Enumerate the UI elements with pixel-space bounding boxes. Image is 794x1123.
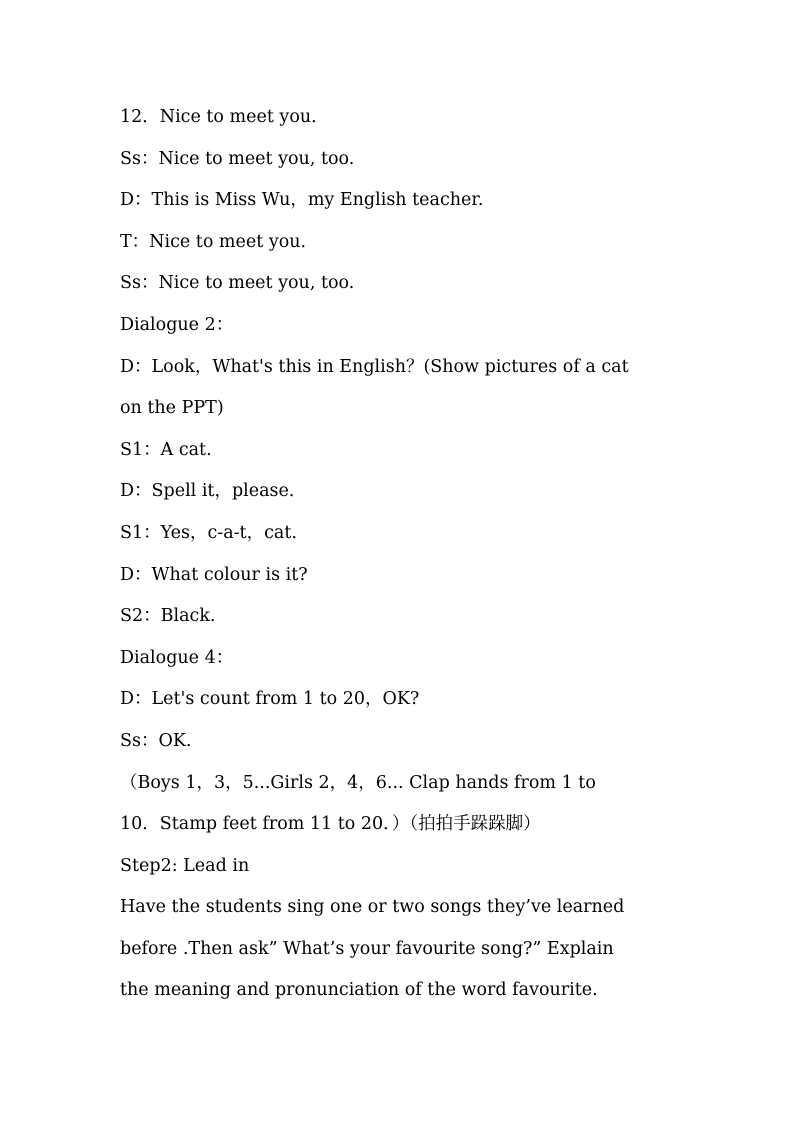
text-line: （Boys 1，3，5...Girls 2，4，6... Clap hands from 1 to (120, 772, 596, 793)
dialogue-heading: Dialogue 4： (120, 647, 234, 668)
text-line: T：Nice to meet you． (120, 231, 319, 252)
text-line: D：Spell it，please． (120, 481, 307, 502)
text-line: D：What colour is it? (120, 564, 308, 585)
text-line: D：Look，What's this in English？(Show pictures of a cat (120, 356, 629, 377)
document-body (120, 97, 680, 1012)
text-line: Ss：OK. (120, 730, 192, 751)
text-line: Have the students sing one or two songs they’ve learned (120, 897, 625, 918)
text-line: on the PPT) (120, 398, 224, 419)
text-line: the meaning and pronunciation of the word favourite. (120, 980, 598, 1001)
text-line: S2：Black. (120, 606, 216, 627)
text-line: D：This is Miss Wu，my English teacher. (120, 190, 484, 211)
text-line: 12．Nice to meet you． (120, 107, 329, 127)
text-line: S1：A cat. (120, 439, 212, 460)
text-line: 10．Stamp feet from 11 to 20．）（拍拍手跺跺脚） (120, 814, 541, 835)
text-line: Ss：Nice to meet you, too. (120, 273, 355, 294)
text-line: before .Then ask” What’s your favourite song?” Explain (120, 938, 614, 959)
step-heading: Step2: Lead in (120, 855, 250, 876)
text-line: S1：Yes，c-a-t，cat. (120, 522, 297, 543)
dialogue-heading: Dialogue 2： (120, 314, 234, 335)
text-line: D：Let's count from 1 to 20，OK? (120, 689, 420, 710)
text-line: Ss：Nice to meet you, too. (120, 148, 355, 169)
